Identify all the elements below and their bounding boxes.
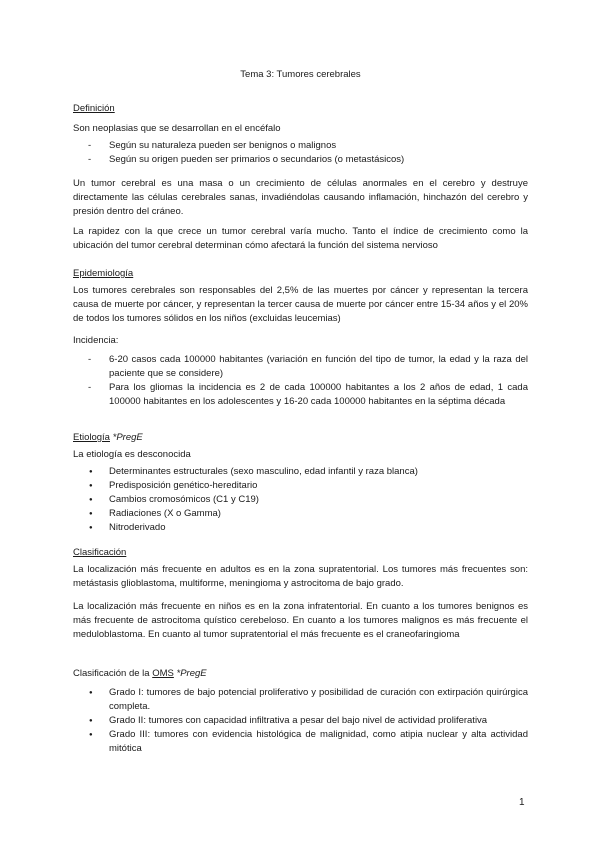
paragraph-definicion-1: [73, 177, 528, 219]
incidencia-block: [73, 334, 528, 409]
bullet-list: [73, 353, 528, 409]
section-heading-row: [73, 667, 528, 681]
section-etiologia: [73, 431, 528, 535]
section-oms: [73, 667, 528, 756]
list-item: ● Determinantes estructurales (sexo masculino, edad infantil y raza blanca): [73, 465, 528, 479]
list-item: - Según su origen pueden ser primarios o secundarios (o metastásicos): [73, 153, 528, 167]
paragraph: La localización más frecuente en adultos es en la zona supratentorial. Los tumores más frecuentes son: metástasis glioblastoma, multiforme, meningioma y astrocitoma de bajo grado.: [73, 564, 528, 589]
paragraph: La rapidez con la que crece un tumor cerebral varía mucho. Tanto el índice de crecimiento como la ubicación del tumor cerebral determinan cómo afectará la función del sistema nervioso: [73, 226, 528, 251]
section-definicion: [73, 102, 528, 167]
list-item: ● Radiaciones (X o Gamma): [73, 507, 528, 521]
section-heading: Definición: [73, 103, 115, 114]
list-item: - Para los gliomas la incidencia es 2 de cada 100000 habitantes a los 2 años de edad, 1 cada 100000 habitantes en los adolescentes y 16-20 cada 100000 habitantes en la séptima década: [73, 381, 528, 409]
paragraph: Los tumores cerebrales son responsables del 2,5% de las muertes por cáncer y representan la tercera causa de muerte por cáncer, y representan la tercer causa de muerte por cáncer entre 15-34 años y el 20% de todos los tumores sólidos en los niños (excluidas leucemias): [73, 285, 528, 324]
list-item: ● Grado III: tumores con evidencia histológica de malignidad, como atipia nuclear y alta actividad mitótica: [73, 728, 528, 756]
page-title: Tema 3: Tumores cerebrales: [240, 69, 361, 80]
preg-tag: *PregE: [173, 668, 207, 679]
paragraph: Son neoplasias que se desarrollan en el encéfalo: [73, 123, 281, 134]
paragraph: Un tumor cerebral es una masa o un crecimiento de células anormales en el cerebro y destruye directamente las células cerebrales sanas, invadiéndolas causando inflamación, hinchazón del cerebro y presión dentro del cráneo.: [73, 178, 528, 217]
preg-tag: *PregE: [112, 432, 143, 443]
list-item: ● Nitroderivado: [73, 521, 528, 535]
section-heading: Etiología: [73, 432, 110, 443]
list-item: ● Predisposición genético-hereditario: [73, 479, 528, 493]
paragraph: La localización más frecuente en niños es en la zona infratentorial. En cuanto a los tumores benignos es más frecuente de astrocitoma quístico cerebeloso. En cuanto a los tumores malignos es más frecuente el meduloblastoma. En cuanto al tumor supratentorial el más frecuente es el craneofaringioma: [73, 601, 528, 640]
bullet-list: [73, 465, 528, 535]
oms-prefix: Clasificación de la: [73, 668, 153, 679]
section-heading: Epidemiología: [73, 268, 134, 279]
paragraph-definicion-2: [73, 225, 528, 253]
oms-link: OMS: [152, 668, 174, 679]
bullet-list: [73, 139, 528, 167]
paragraph-clasificacion-2: [73, 600, 528, 642]
paragraph: La etiología es desconocida: [73, 449, 191, 460]
page-number: 1: [519, 797, 525, 808]
list-item: - 6-20 casos cada 100000 habitantes (variación en función del tipo de tumor, la edad y la raza del paciente que se considere): [73, 353, 528, 381]
paragraph: Incidencia:: [73, 335, 119, 346]
section-clasificacion: [73, 546, 528, 591]
list-item: ● Cambios cromosómicos (C1 y C19): [73, 493, 528, 507]
bullet-list: [73, 686, 528, 756]
list-item: ● Grado I: tumores de bajo potencial proliferativo y posibilidad de curación con extirpación quirúrgica completa.: [73, 686, 528, 714]
section-heading-row: [73, 431, 528, 445]
section-heading: Clasificación: [73, 547, 127, 558]
list-item: ● Grado II: tumores con capacidad infiltrativa a pesar del bajo nivel de actividad proliferativa: [73, 714, 528, 728]
list-item: - Según su naturaleza pueden ser benignos o malignos: [73, 139, 528, 153]
section-epidemiologia: [73, 267, 528, 326]
